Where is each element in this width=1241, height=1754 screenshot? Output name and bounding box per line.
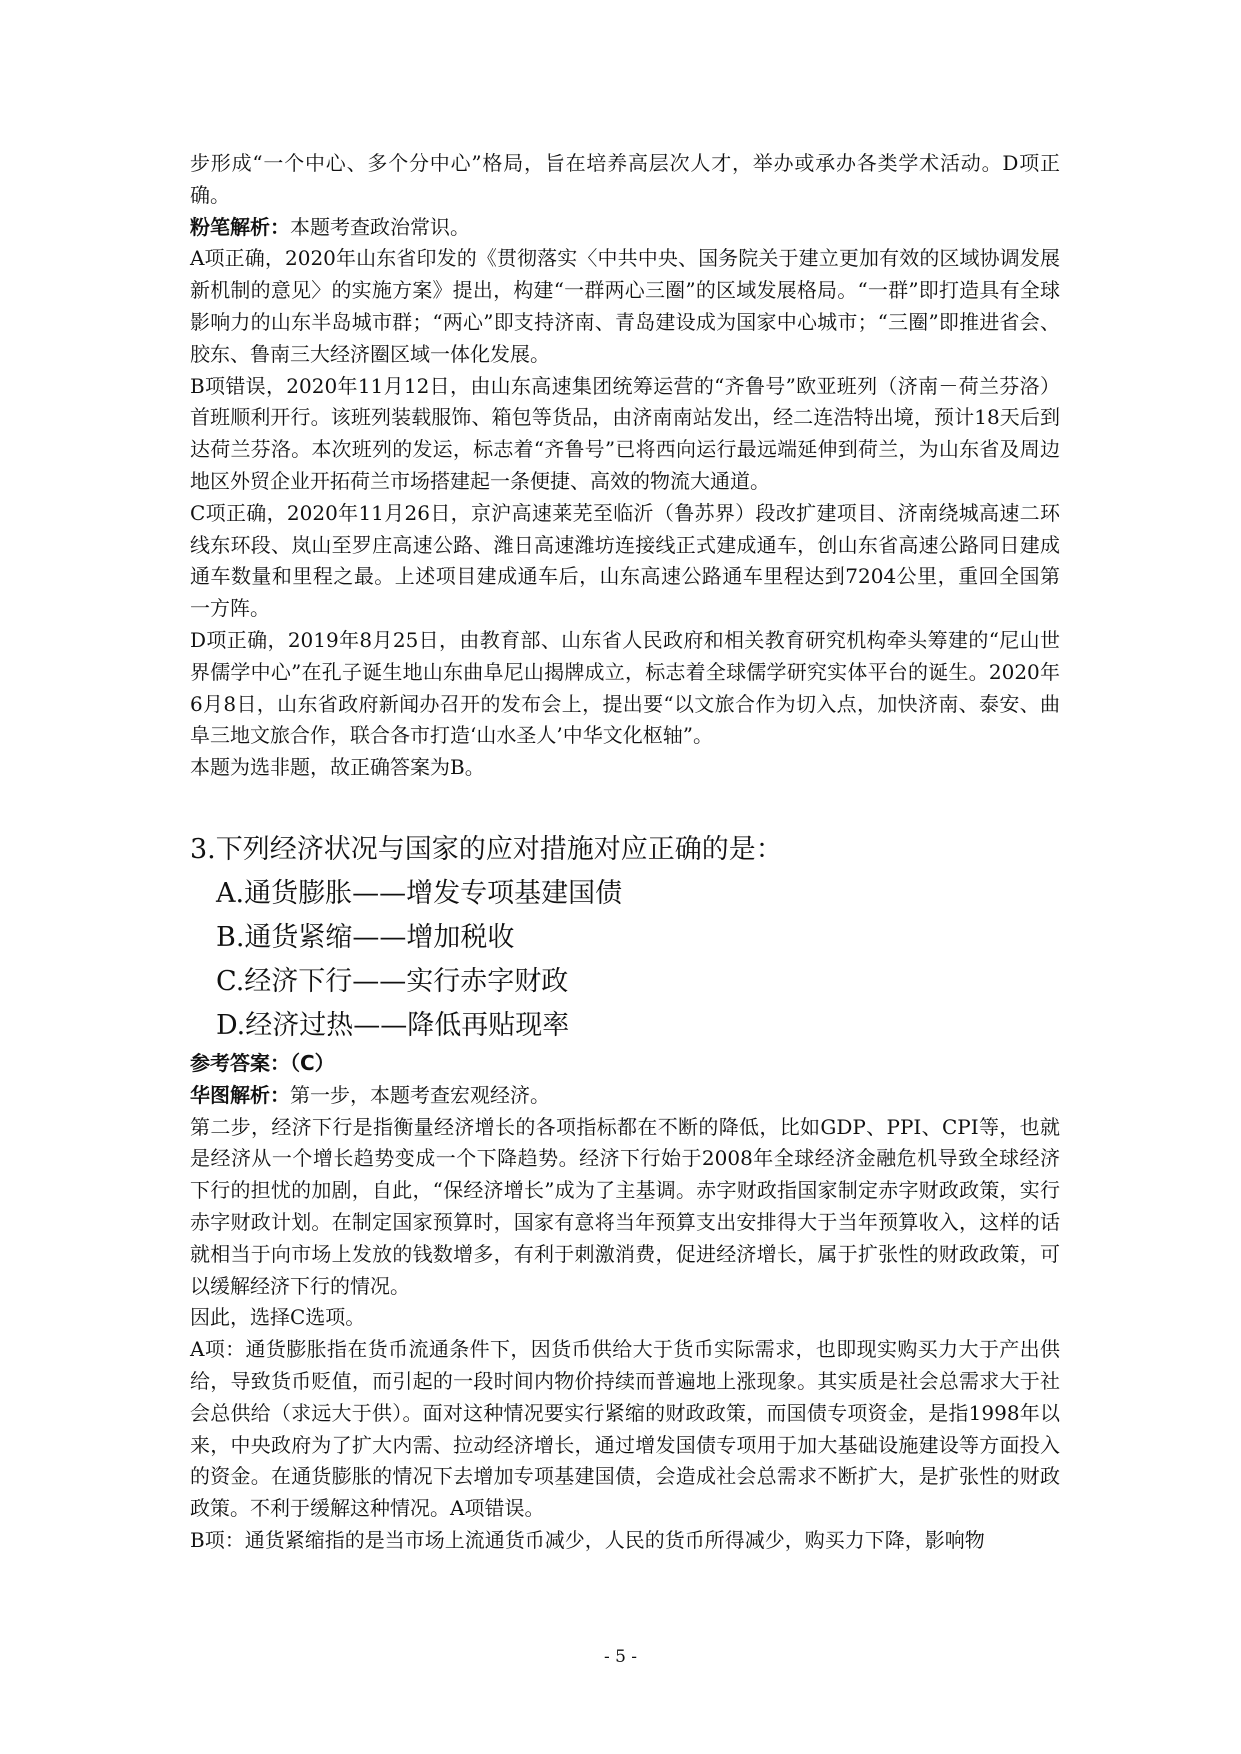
reference-answer bbox=[190, 1048, 1060, 1080]
page-body bbox=[190, 148, 1060, 1557]
continued-paragraph: 步形成“一个中心、多个分中心”格局，旨在培养高层次人才，举办或承办各类学术活动。D项正确。 bbox=[190, 151, 1060, 207]
huatu-paragraph-a: A项：通货膨胀指在货币流通条件下，因货币供给大于货币实际需求，也即现实购买力大于产出供给，导致货币贬值，而引起的一段时间内物价持续而普遍地上涨现象。其实质是社会总需求大于社会总供给（求远大于供）。面对这种情况要实行紧缩的财政政策，而国债专项资金，是指1998年以来，中央政府为了扩大内需、拉动经济增长，通过增发国债专项用于加大基础设施建设等方面投入的资金。在通货膨胀的情况下去增加专项基建国债，会造成社会总需求不断扩大，是扩张性的财政政策。不利于缓解这种情况。A项错误。 bbox=[190, 1337, 1060, 1521]
reference-answer-label: 参考答案： bbox=[190, 1050, 290, 1075]
huatu-analysis-label: 华图解析： bbox=[190, 1082, 290, 1107]
fenbi-paragraph-c: C项正确，2020年11月26日，京沪高速莱芜至临沂（鲁苏界）段改扩建项目、济南绕城高速二环线东环段、岚山至罗庄高速公路、潍日高速潍坊连接线正式建成通车，创山东省高速公路同日建成通车数量和里程之最。上述项目建成通车后，山东高速公路通车里程达到7204公里，重回全国第一方阵。 bbox=[190, 500, 1060, 621]
huatu-paragraph-choice: 因此，选择C选项。 bbox=[190, 1305, 366, 1330]
question-3 bbox=[190, 828, 1060, 1048]
fenbi-analysis-intro: 本题考查政治常识。 bbox=[290, 214, 470, 239]
fenbi-paragraph-b: B项错误，2020年11月12日，由山东高速集团统筹运营的“齐鲁号”欧亚班列（济南－荷兰芬洛）首班顺利开行。该班列装载服饰、箱包等货品，由济南南站发出，经二连浩特出境，预计18天后到达荷兰芬洛。本次班列的发运，标志着“齐鲁号”已将西向运行最远端延伸到荷兰，为山东省及周边地区外贸企业开拓荷兰市场搭建起一条便捷、高效的物流大通道。 bbox=[190, 373, 1060, 493]
huatu-analysis-heading bbox=[190, 1080, 1060, 1112]
huatu-analysis-intro: 第一步，本题考查宏观经济。 bbox=[290, 1082, 550, 1107]
fenbi-conclusion: 本题为选非题，故正确答案为B。 bbox=[190, 755, 485, 780]
option-a: A.通货膨胀——增发专项基建国债 bbox=[216, 877, 623, 909]
page-number: - 5 - bbox=[603, 1647, 638, 1667]
huatu-paragraph-b: B项：通货紧缩指的是当市场上流通货币减少，人民的货币所得减少，购买力下降，影响物 bbox=[190, 1527, 985, 1552]
reference-answer-value: （C） bbox=[290, 1050, 335, 1075]
fenbi-paragraph-d: D项正确，2019年8月25日，由教育部、山东省人民政府和相关教育研究机构牵头筹建的“尼山世界儒学中心”在孔子诞生地山东曲阜尼山揭牌成立，标志着全球儒学研究实体平台的诞生。2020年6月8日，山东省政府新闻办召开的发布会上，提出要“以文旅合作为切入点，加快济南、泰安、曲阜三地文旅合作，联合各市打造‘山水圣人’中华文化枢轴”。 bbox=[190, 627, 1060, 748]
question-stem: 3.下列经济状况与国家的应对措施对应正确的是： bbox=[190, 833, 783, 865]
huatu-paragraph-step2: 第二步，经济下行是指衡量经济增长的各项指标都在不断的降低，比如GDP、PPI、CPI等，也就是经济从一个增长趋势变成一个下降趋势。经济下行始于2008年全球经济金融危机导致全球经济下行的担忧的加剧，自此，“保经济增长”成为了主基调。赤字财政指国家制定赤字财政政策，实行赤字财政计划。在制定国家预算时，国家有意将当年预算支出安排得大于当年预算收入，这样的话就相当于向市场上发放的钱数增多，有利于刺激消费，促进经济增长，属于扩张性的财政政策，可以缓解经济下行的情况。 bbox=[190, 1114, 1060, 1298]
fenbi-paragraph-a: A项正确，2020年山东省印发的《贯彻落实〈中共中央、国务院关于建立更加有效的区域协调发展新机制的意见〉的实施方案》提出，构建“一群两心三圈”的区域发展格局。“一群”即打造具有全球影响力的山东半岛城市群；“两心”即支持济南、青岛建设成为国家中心城市；“三圈”即推进省会、胶东、鲁南三大经济圈区域一体化发展。 bbox=[190, 246, 1060, 366]
option-d: D.经济过热——降低再贴现率 bbox=[216, 1009, 570, 1041]
option-b: B.通货紧缩——增加税收 bbox=[216, 921, 515, 953]
option-c: C.经济下行——实行赤字财政 bbox=[216, 965, 569, 997]
fenbi-analysis-heading bbox=[190, 212, 1060, 244]
fenbi-analysis-label: 粉笔解析： bbox=[190, 214, 290, 239]
